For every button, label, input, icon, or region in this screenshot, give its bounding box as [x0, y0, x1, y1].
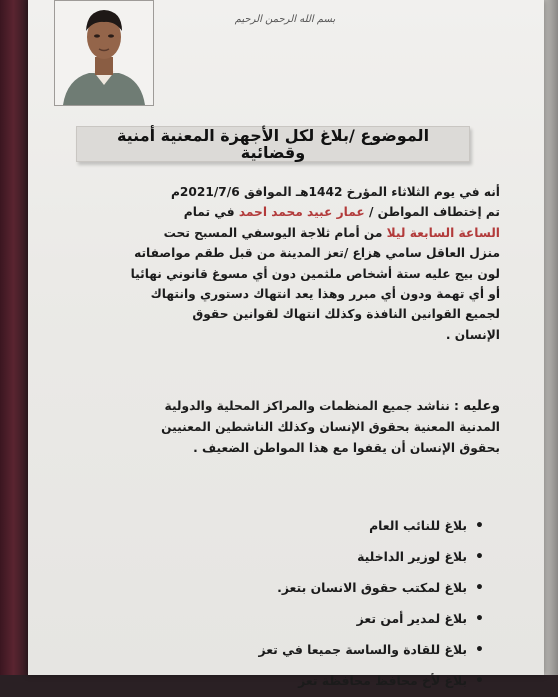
- incident-line-2: [60, 202, 500, 222]
- bullet-icon: •: [475, 518, 484, 534]
- person-portrait-image: [55, 1, 153, 105]
- list-item-text: بلاغ للنائب العام: [369, 518, 468, 533]
- appeal-paragraph: [60, 396, 500, 459]
- bullet-icon: •: [475, 642, 484, 658]
- time-prefix: في تمام: [183, 205, 235, 220]
- list-item: [258, 541, 484, 572]
- incident-line-4: منزل العاقل سامي هزاع /تعز المدينة من قبل طقم مواصفاته: [134, 246, 500, 261]
- background-fabric: [0, 0, 30, 675]
- incident-line-7: لجميع القوانين النافذة وكذلك انتهاك لقوانين حقوق: [192, 307, 500, 322]
- appeal-line-1-text: : نناشد جميع المنظمات والمراكز المحلية والدولية: [164, 399, 459, 413]
- subject-line-1: الموضوع /بلاغ لكل الأجهزة المعنية أمنية: [116, 126, 430, 145]
- list-item: [258, 572, 484, 603]
- subject-box: [76, 126, 470, 162]
- incident-line-3: [60, 223, 500, 243]
- incident-paragraph: [60, 182, 500, 345]
- appeal-line-1: [60, 396, 500, 417]
- list-item-text: بلاغ لوزير الداخلية: [357, 549, 468, 564]
- list-item-text: بلاغ للقادة والساسة جميعا في تعز: [258, 642, 468, 657]
- incident-line-6: أو أي تهمة ودون أي مبرر وهذا يعد انتهاك دستوري وانتهاك: [150, 287, 500, 302]
- list-item: [258, 634, 484, 665]
- bullet-icon: •: [475, 611, 484, 627]
- distribution-list: [258, 510, 484, 696]
- incident-line-8: الإنسان .: [445, 327, 500, 342]
- bullet-icon: •: [475, 673, 484, 689]
- incident-location: من أمام ثلاجة اليوسفي المسبح تحت: [163, 225, 383, 240]
- list-item-text: بلاغ لأخ محافظ محافظة تعز: [298, 673, 468, 688]
- incident-line-5: لون بيج عليه ستة أشخاص ملثمين دون أي مسوغ قانوني نهائيا: [130, 266, 500, 281]
- portrait-photo: [54, 0, 154, 106]
- subject-line-2: وقضائية: [240, 143, 306, 162]
- incident-line-1: أنه في يوم الثلاثاء المؤرخ 1442هـ الموافق 2021/7/6م: [170, 185, 500, 199]
- list-item: [258, 510, 484, 541]
- list-item-text: بلاغ لمدير أمن تعز: [356, 611, 468, 626]
- abduction-text: تم إختطاف المواطن /: [368, 205, 500, 220]
- incident-time: الساعة السابعة ليلا: [386, 225, 500, 240]
- list-item-text: بلاغ لمكتب حقوق الانسان بتعز.: [277, 580, 468, 595]
- list-item: [258, 603, 484, 634]
- bullet-icon: •: [475, 580, 484, 596]
- appeal-line-3: بحقوق الإنسان أن يقفوا مع هذا المواطن الضعيف .: [193, 441, 500, 455]
- victim-name: عمار عبيد محمد احمد: [238, 205, 365, 220]
- bullet-icon: •: [475, 549, 484, 565]
- appeal-lead-word: وعليه: [463, 398, 500, 414]
- basmala-heading: بسم الله الرحمن الرحيم: [234, 14, 336, 25]
- list-item: [258, 665, 484, 696]
- appeal-line-2: المدنية المعنية بحقوق الإنسان وكذلك الناشطين المعنيين: [161, 420, 500, 434]
- background-surface: [542, 0, 558, 675]
